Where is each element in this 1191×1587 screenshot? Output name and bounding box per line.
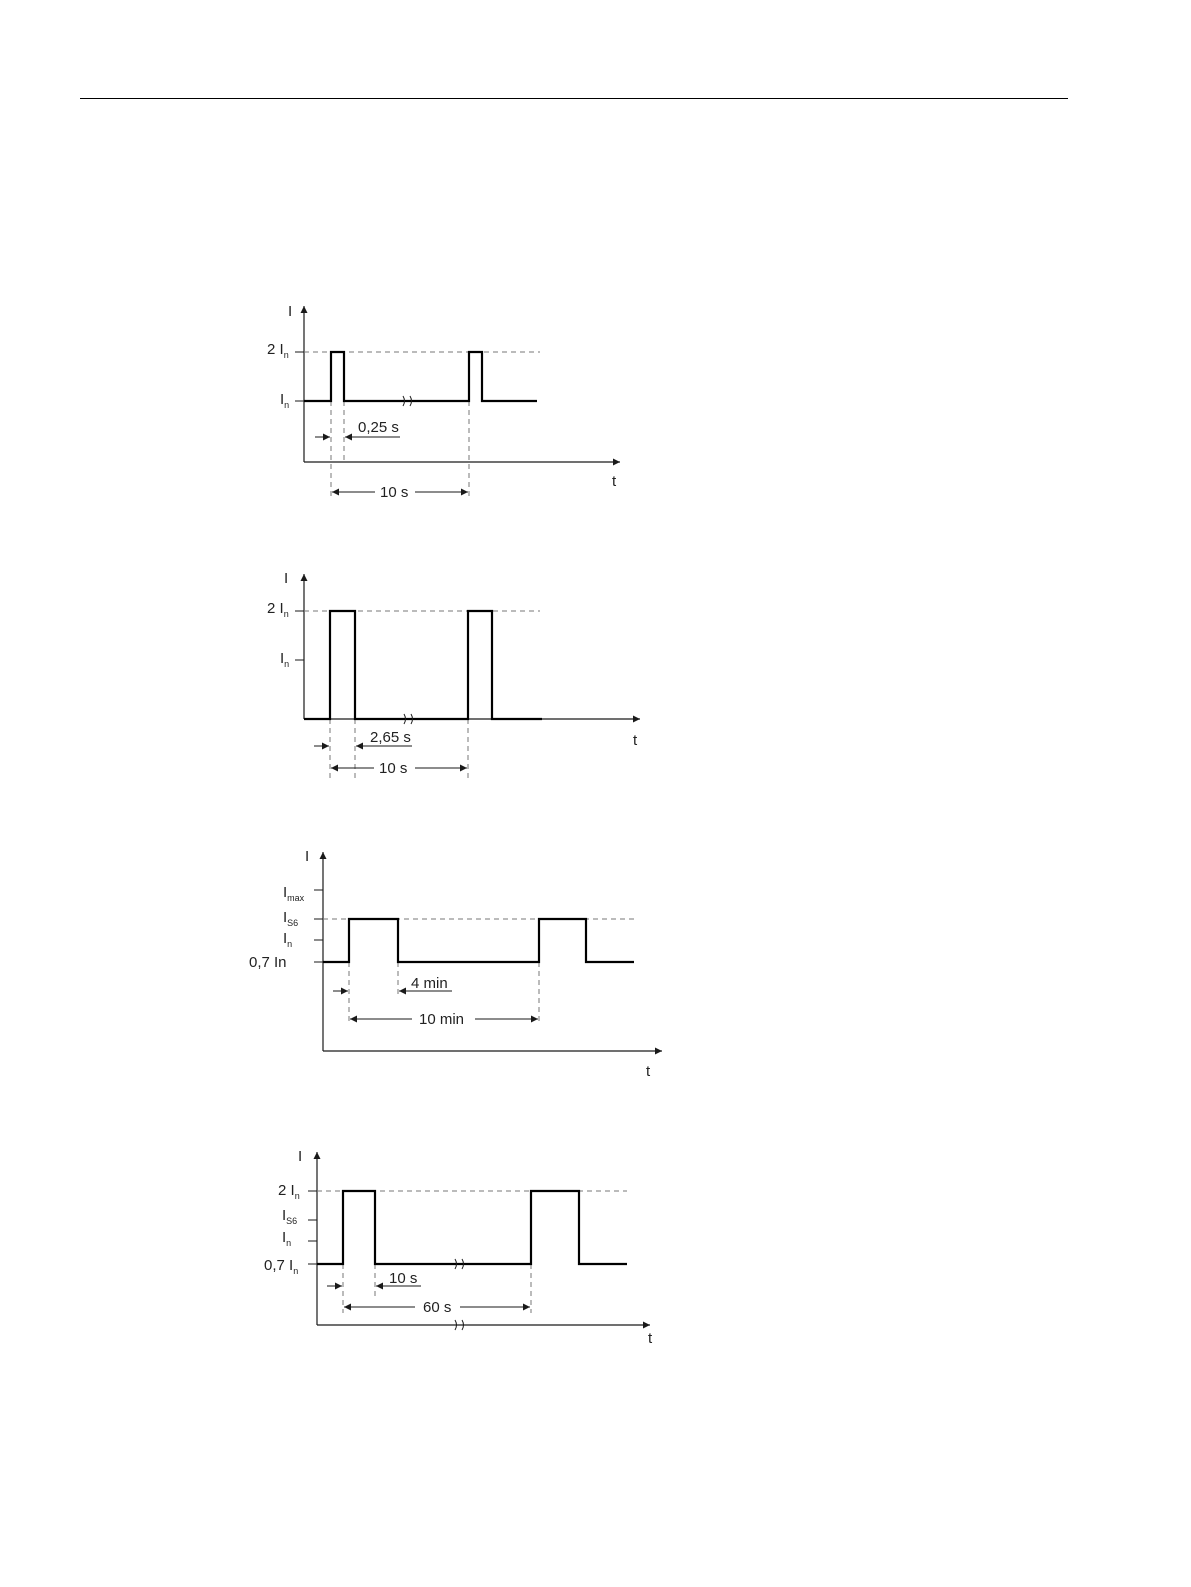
x-axis-label: t — [648, 1330, 653, 1347]
current-waveform — [317, 1191, 627, 1264]
level-label-in: $I_n$ — [282, 1229, 292, 1248]
level-label-in: $I_n$ — [280, 391, 290, 410]
level-label-imax: $I_{max}$ — [283, 884, 305, 903]
current-waveform — [323, 919, 634, 962]
level-label-07in: 0,7 In — [249, 954, 287, 971]
level-label-in: $I_n$ — [280, 650, 290, 669]
current-waveform — [304, 611, 542, 719]
duration-label-period: 10 min — [419, 1011, 465, 1028]
y-axis-label: I — [284, 570, 289, 587]
level-label-2in: 2 $I_n$ — [267, 341, 289, 360]
y-axis-label: I — [288, 303, 293, 320]
level-label-07in: 0,7 $I_n$ — [264, 1257, 299, 1276]
x-axis-label: t — [646, 1063, 651, 1080]
diagram-2 — [267, 570, 640, 778]
diagram-1 — [267, 303, 620, 501]
current-waveform — [304, 352, 537, 401]
level-label-2in: 2 $I_n$ — [267, 600, 289, 619]
diagram-3 — [249, 848, 662, 1080]
level-label-2in: 2 $I_n$ — [278, 1182, 300, 1201]
duration-label-pulse: 2,65 s — [370, 729, 411, 746]
duration-label-pulse: 0,25 s — [358, 419, 399, 436]
duration-label-period: 60 s — [423, 1299, 452, 1316]
diagram-4 — [264, 1148, 653, 1347]
duration-label-pulse: 4 min — [411, 975, 448, 992]
x-axis-label: t — [612, 473, 617, 490]
level-label-is6: $I_{S6}$ — [283, 909, 299, 928]
y-axis-label: I — [305, 848, 310, 865]
level-label-is6: $I_{S6}$ — [282, 1207, 298, 1226]
duration-label-period: 10 s — [379, 760, 408, 777]
level-label-in: $I_n$ — [283, 930, 293, 949]
y-axis-label: I — [298, 1148, 303, 1165]
x-axis-label: t — [633, 732, 638, 749]
duration-label-pulse: 10 s — [389, 1270, 418, 1287]
duration-label-period: 10 s — [380, 484, 409, 501]
